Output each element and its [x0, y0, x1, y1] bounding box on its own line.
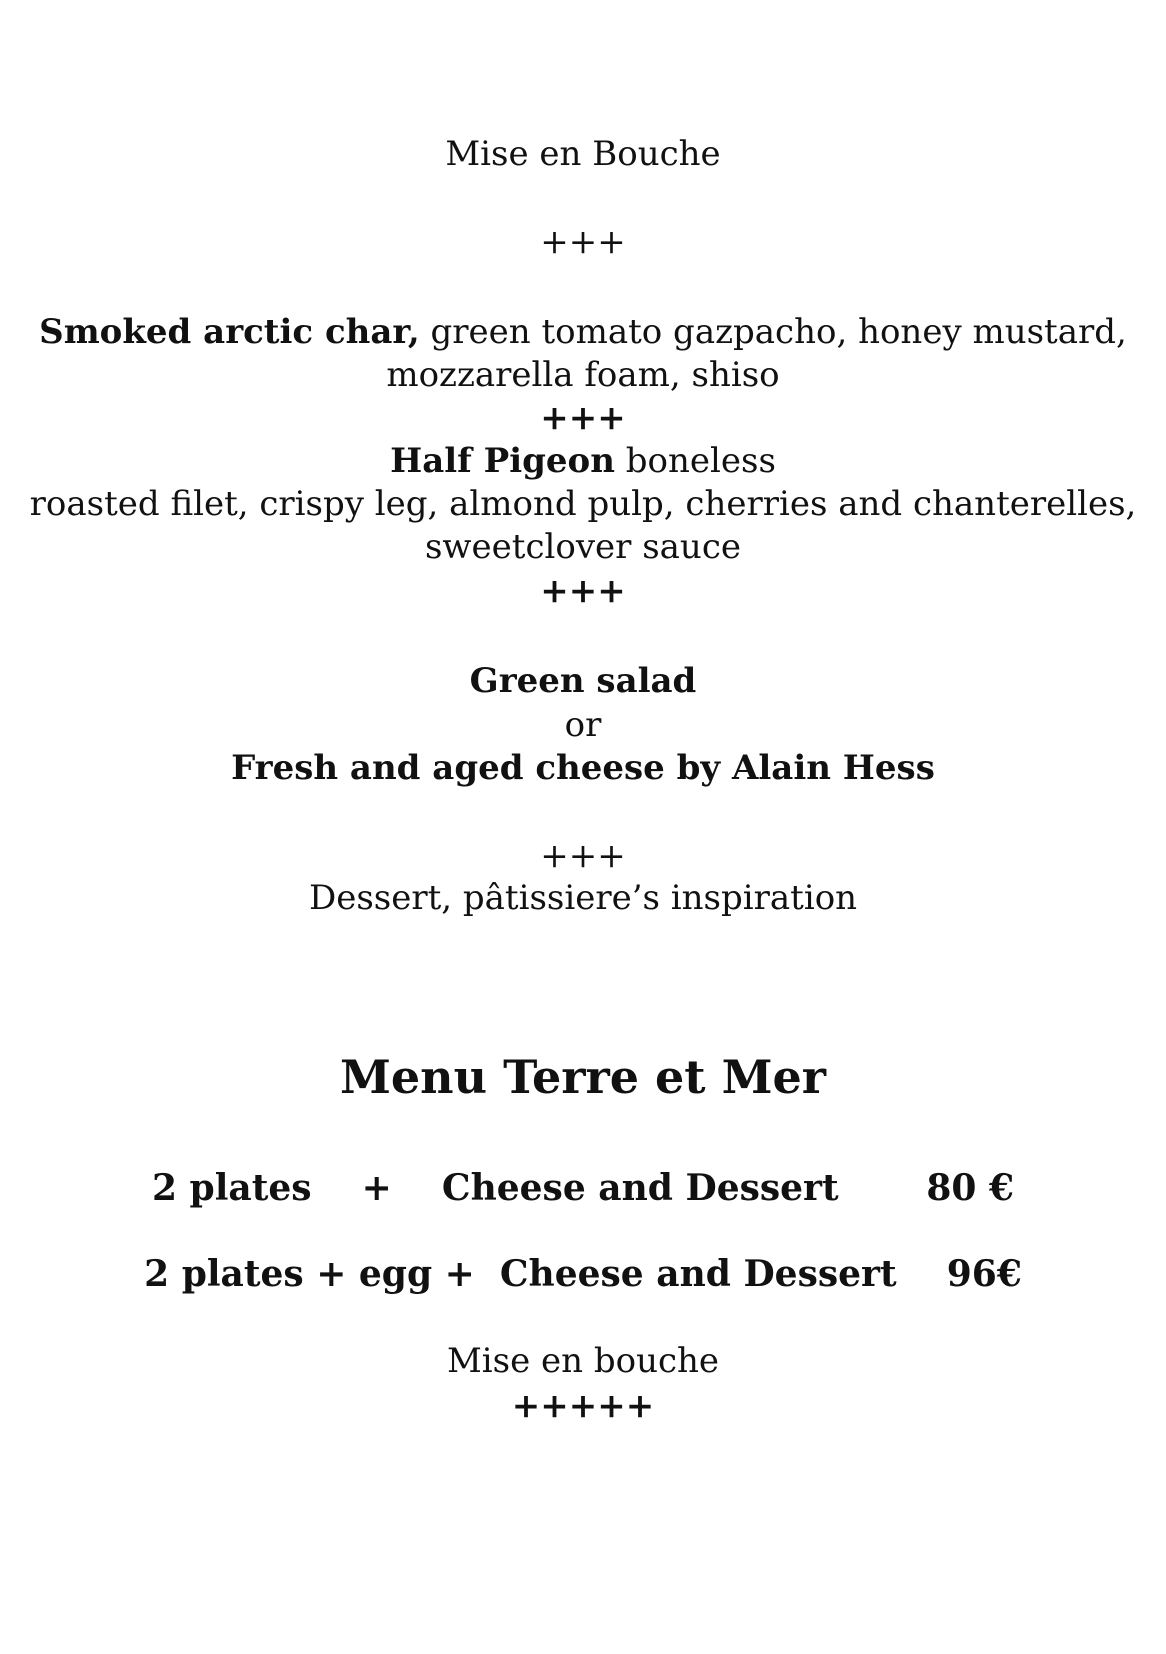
dessert: Dessert, pâtissiere’s inspiration: [308, 878, 858, 918]
dish-description-cont: sweetclover sauce: [424, 527, 741, 567]
amuse-bouche: Mise en Bouche: [445, 134, 721, 174]
option-or: or: [564, 705, 602, 745]
dish-description-cont: mozzarella foam, shiso: [386, 355, 780, 395]
dish-description: roasted filet, crispy leg, almond pulp, cherries and chanterelles,: [29, 484, 1137, 524]
dish-name: Half Pigeon: [390, 441, 615, 481]
amuse-bouche: Mise en bouche: [446, 1341, 720, 1381]
dish-qualifier: boneless: [614, 441, 776, 481]
option-cheese: Fresh and aged cheese by Alain Hess: [231, 748, 935, 788]
course-separator: +++: [540, 222, 626, 262]
dish-pigeon: [0, 439, 1166, 483]
dish-name: Smoked arctic char,: [39, 312, 420, 352]
course-separator: +++: [540, 571, 626, 611]
dish-arctic-char: [0, 310, 1166, 354]
course-separator: +++++: [511, 1386, 655, 1426]
option-green-salad: Green salad: [469, 661, 697, 701]
price-option-2: 2 plates + egg + Cheese and Dessert 96€: [144, 1253, 1022, 1295]
course-separator: +++: [540, 398, 626, 438]
menu-title: Menu Terre et Mer: [339, 1050, 826, 1104]
course-separator: +++: [540, 836, 626, 876]
dish-description: green tomato gazpacho, honey mustard,: [419, 312, 1127, 352]
price-option-1: 2 plates + Cheese and Dessert 80 €: [151, 1167, 1015, 1209]
